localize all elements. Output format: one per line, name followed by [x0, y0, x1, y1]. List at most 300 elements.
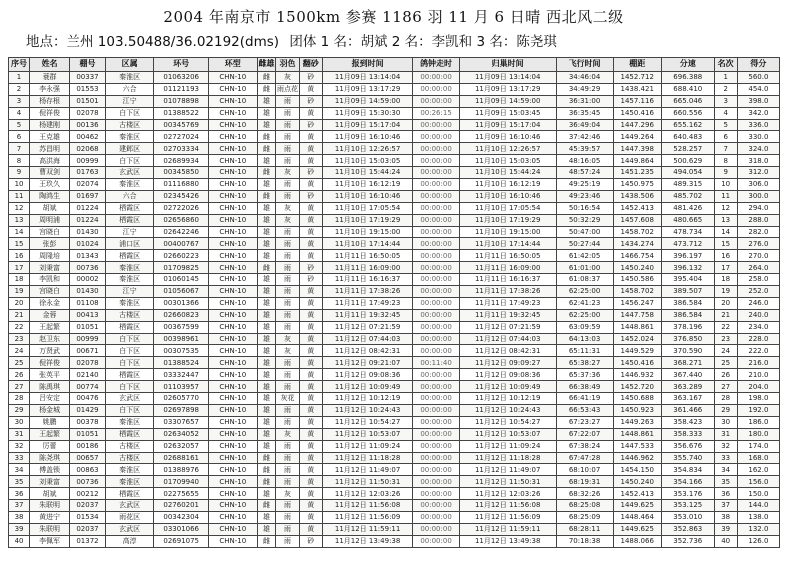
- table-row: [9, 500, 780, 512]
- table-cell: 栖霞区: [105, 369, 153, 381]
- table-cell: 00999: [70, 155, 106, 167]
- table-cell: 9: [714, 167, 737, 179]
- table-cell: CHN-10: [209, 262, 257, 274]
- table-cell: 黄: [299, 131, 322, 143]
- table-cell: 01697: [70, 190, 106, 202]
- table-cell: CHN-10: [209, 179, 257, 191]
- table-row: [9, 119, 780, 131]
- table-cell: 34: [9, 464, 30, 476]
- table-cell: 33: [714, 452, 737, 464]
- table-cell: 144.0: [737, 500, 779, 512]
- table-cell: 395.404: [661, 274, 714, 286]
- table-cell: 1449.625: [613, 523, 661, 535]
- table-cell: 雄: [257, 523, 276, 535]
- table-cell: 378.196: [661, 321, 714, 333]
- table-cell: 02037: [70, 500, 106, 512]
- table-cell: 11月12日 07:21:59: [459, 321, 556, 333]
- table-cell: 2: [9, 83, 30, 95]
- table-row: [9, 238, 780, 250]
- table-cell: 雨: [276, 95, 299, 107]
- table-cell: 36:35:45: [556, 107, 613, 119]
- table-cell: 宫晓白: [30, 226, 70, 238]
- table-cell: 258.0: [737, 274, 779, 286]
- table-cell: 11月12日 09:08:36: [322, 369, 413, 381]
- table-cell: 11月10日 17:19:29: [322, 214, 413, 226]
- table-cell: 江宁: [105, 226, 153, 238]
- table-cell: 秦淮区: [105, 416, 153, 428]
- table-cell: 1449.864: [613, 155, 661, 167]
- table-cell: 27: [9, 381, 30, 393]
- table-cell: 36: [9, 488, 30, 500]
- table-cell: 11月10日 19:15:00: [322, 226, 413, 238]
- table-cell: 11月09日 13:17:29: [322, 83, 413, 95]
- table-cell: 玄武区: [105, 500, 153, 512]
- table-cell: 倪祥俊: [30, 107, 70, 119]
- table-cell: 276.0: [737, 238, 779, 250]
- table-cell: 雨: [276, 190, 299, 202]
- table-row: [9, 357, 780, 369]
- table-cell: 361.466: [661, 404, 714, 416]
- table-cell: 22: [714, 321, 737, 333]
- table-cell: 02078: [70, 107, 106, 119]
- table-cell: 00:00:00: [413, 190, 459, 202]
- table-cell: 黄: [299, 500, 322, 512]
- table-cell: 黄: [299, 238, 322, 250]
- table-cell: 01121193: [154, 83, 209, 95]
- table-cell: 张英平: [30, 369, 70, 381]
- table-cell: 00:00:00: [413, 500, 459, 512]
- table-cell: 02634052: [154, 428, 209, 440]
- table-cell: 00:00:00: [413, 535, 459, 547]
- table-cell: 雨: [276, 262, 299, 274]
- table-row: [9, 404, 780, 416]
- table-cell: 454.0: [737, 83, 779, 95]
- table-cell: 黄: [299, 393, 322, 405]
- table-row: [9, 309, 780, 321]
- table-cell: CHN-10: [209, 214, 257, 226]
- table-cell: 11月11日 16:09:00: [322, 262, 413, 274]
- table-cell: 黄: [299, 488, 322, 500]
- table-cell: 11月11日 17:49:23: [459, 297, 556, 309]
- table-cell: 240.0: [737, 309, 779, 321]
- table-cell: 50:47:00: [556, 226, 613, 238]
- table-cell: 02727024: [154, 131, 209, 143]
- column-header: 鸽钟走时: [413, 58, 459, 72]
- table-cell: 1449.625: [613, 500, 661, 512]
- table-cell: 358.423: [661, 416, 714, 428]
- table-cell: 2: [714, 83, 737, 95]
- table-cell: 12: [714, 202, 737, 214]
- table-cell: 1452.413: [613, 488, 661, 500]
- table-row: [9, 226, 780, 238]
- table-cell: 11月12日 11:49:07: [322, 464, 413, 476]
- table-row: [9, 95, 780, 107]
- table-cell: 00:00:00: [413, 202, 459, 214]
- table-cell: 26: [9, 369, 30, 381]
- table-cell: 11月10日 15:44:24: [459, 167, 556, 179]
- table-cell: 494.054: [661, 167, 714, 179]
- table-cell: 蓑群: [30, 72, 70, 84]
- table-cell: 02642246: [154, 226, 209, 238]
- table-cell: 杨金城: [30, 404, 70, 416]
- table-cell: 480.665: [661, 214, 714, 226]
- table-cell: 01060145: [154, 274, 209, 286]
- table-body: [9, 72, 780, 548]
- table-cell: 34:46:04: [556, 72, 613, 84]
- table-cell: 黄: [299, 381, 322, 393]
- column-header: 棚号: [70, 58, 106, 72]
- table-cell: 00136: [70, 119, 106, 131]
- table-cell: 砂: [299, 119, 322, 131]
- table-cell: 灰: [276, 167, 299, 179]
- table-cell: 25: [714, 357, 737, 369]
- table-cell: 雄: [257, 309, 276, 321]
- table-cell: 11月09日 14:59:00: [459, 95, 556, 107]
- table-row: [9, 107, 780, 119]
- table-cell: 砂: [299, 535, 322, 547]
- table-cell: 02074: [70, 179, 106, 191]
- table-cell: 282.0: [737, 226, 779, 238]
- table-cell: 雌: [257, 452, 276, 464]
- table-cell: 00301366: [154, 297, 209, 309]
- table-cell: 354.166: [661, 476, 714, 488]
- table-cell: CHN-10: [209, 369, 257, 381]
- table-cell: 1451.235: [613, 167, 661, 179]
- table-cell: 15: [9, 238, 30, 250]
- table-row: [9, 83, 780, 95]
- table-cell: 00413: [70, 309, 106, 321]
- table-cell: 01108: [70, 297, 106, 309]
- table-cell: 1438.421: [613, 83, 661, 95]
- table-cell: 灰花: [276, 393, 299, 405]
- column-header: 分速: [661, 58, 714, 72]
- table-row: [9, 155, 780, 167]
- table-cell: 11月12日 11:50:31: [322, 476, 413, 488]
- table-cell: 1450.240: [613, 476, 661, 488]
- table-cell: 62:25:00: [556, 309, 613, 321]
- table-cell: 68:25:08: [556, 500, 613, 512]
- table-cell: 02345426: [154, 190, 209, 202]
- table-cell: 363.289: [661, 381, 714, 393]
- table-cell: CHN-10: [209, 488, 257, 500]
- table-cell: 10: [9, 179, 30, 191]
- table-cell: 黄: [299, 286, 322, 298]
- table-cell: 黄: [299, 523, 322, 535]
- table-cell: 234.0: [737, 321, 779, 333]
- table-cell: 640.483: [661, 131, 714, 143]
- table-cell: 270.0: [737, 250, 779, 262]
- table-cell: 13: [714, 214, 737, 226]
- table-cell: 1448.464: [613, 511, 661, 523]
- table-cell: 368.271: [661, 357, 714, 369]
- table-cell: 39: [714, 523, 737, 535]
- table-cell: 00736: [70, 476, 106, 488]
- table-cell: 11月12日 09:08:36: [459, 369, 556, 381]
- table-cell: 40: [9, 535, 30, 547]
- table-cell: 336.0: [737, 119, 779, 131]
- table-cell: 1457.608: [613, 214, 661, 226]
- table-cell: 4: [714, 107, 737, 119]
- table-cell: 陈禹琪: [30, 381, 70, 393]
- table-cell: 杨建刚: [30, 119, 70, 131]
- table-cell: 02689934: [154, 155, 209, 167]
- table-cell: CHN-10: [209, 428, 257, 440]
- table-cell: 雄: [257, 393, 276, 405]
- table-cell: 古楼区: [105, 452, 153, 464]
- table-cell: 1447.758: [613, 309, 661, 321]
- table-cell: 1: [714, 72, 737, 84]
- table-cell: 11月11日 16:16:37: [322, 274, 413, 286]
- table-cell: 曹双剑: [30, 167, 70, 179]
- table-row: [9, 428, 780, 440]
- table-cell: 126.0: [737, 535, 779, 547]
- table-cell: 11月12日 07:21:59: [322, 321, 413, 333]
- table-cell: 雌: [257, 535, 276, 547]
- table-cell: 1447.398: [613, 143, 661, 155]
- table-cell: 白下区: [105, 333, 153, 345]
- table-cell: 02760201: [154, 500, 209, 512]
- table-row: [9, 345, 780, 357]
- document-subtitle: [26, 30, 563, 50]
- table-cell: 00:00:00: [413, 321, 459, 333]
- table-cell: 02632057: [154, 440, 209, 452]
- table-cell: CHN-10: [209, 83, 257, 95]
- table-cell: 00186: [70, 440, 106, 452]
- table-cell: 00:00:00: [413, 428, 459, 440]
- table-cell: 11月09日 16:10:46: [459, 131, 556, 143]
- column-header: 报到时间: [322, 58, 413, 72]
- table-cell: 黄: [299, 404, 322, 416]
- table-cell: 1450.923: [613, 404, 661, 416]
- table-cell: 00378: [70, 416, 106, 428]
- table-cell: 00:00:00: [413, 72, 459, 84]
- table-cell: 00476: [70, 393, 106, 405]
- table-cell: 朱联明: [30, 500, 70, 512]
- table-cell: 28: [9, 393, 30, 405]
- table-cell: 35: [9, 476, 30, 488]
- table-cell: 雨: [276, 250, 299, 262]
- table-cell: 张彭: [30, 238, 70, 250]
- table-cell: 198.0: [737, 393, 779, 405]
- table-cell: 37: [9, 500, 30, 512]
- table-cell: 江宁: [105, 95, 153, 107]
- table-cell: 02697898: [154, 404, 209, 416]
- table-cell: 132.0: [737, 523, 779, 535]
- table-cell: 11月12日 08:42:31: [322, 345, 413, 357]
- table-cell: 栖霞区: [105, 214, 153, 226]
- table-cell: 雨: [276, 511, 299, 523]
- table-row: [9, 535, 780, 547]
- table-cell: 01103957: [154, 381, 209, 393]
- table-cell: 灰: [276, 345, 299, 357]
- table-cell: 386.584: [661, 309, 714, 321]
- table-cell: 11月10日 15:03:05: [322, 155, 413, 167]
- table-cell: 高淳: [105, 535, 153, 547]
- table-cell: 11月11日 16:50:05: [322, 250, 413, 262]
- table-row: [9, 297, 780, 309]
- table-cell: 00342304: [154, 511, 209, 523]
- table-cell: 180.0: [737, 428, 779, 440]
- table-cell: 20: [9, 297, 30, 309]
- table-cell: 秦淮区: [105, 262, 153, 274]
- table-cell: 222.0: [737, 345, 779, 357]
- table-cell: 353.176: [661, 488, 714, 500]
- table-cell: 陈尧琪: [30, 452, 70, 464]
- table-cell: 481.426: [661, 202, 714, 214]
- table-cell: 26: [714, 369, 737, 381]
- table-cell: 雨: [276, 309, 299, 321]
- table-cell: 01116880: [154, 179, 209, 191]
- table-row: [9, 262, 780, 274]
- table-cell: 11月12日 07:44:03: [322, 333, 413, 345]
- table-cell: 万贤武: [30, 345, 70, 357]
- table-cell: 204.0: [737, 381, 779, 393]
- column-header: 环型: [209, 58, 257, 72]
- table-cell: 7: [714, 143, 737, 155]
- table-cell: 30: [9, 416, 30, 428]
- table-cell: 67:22:07: [556, 428, 613, 440]
- table-cell: 02605770: [154, 393, 209, 405]
- table-cell: 02722026: [154, 202, 209, 214]
- table-cell: 李永强: [30, 83, 70, 95]
- table-cell: 398.0: [737, 95, 779, 107]
- table-cell: 354.834: [661, 464, 714, 476]
- table-cell: 489.315: [661, 179, 714, 191]
- table-cell: 306.0: [737, 179, 779, 191]
- table-cell: 11月12日 10:53:07: [459, 428, 556, 440]
- table-cell: 376.850: [661, 333, 714, 345]
- table-cell: 白下区: [105, 381, 153, 393]
- table-cell: 67:23:27: [556, 416, 613, 428]
- table-cell: 00:00:00: [413, 155, 459, 167]
- table-cell: 63:09:59: [556, 321, 613, 333]
- table-cell: 秦淮区: [105, 476, 153, 488]
- table-cell: 11月12日 11:59:11: [459, 523, 556, 535]
- table-cell: 65:37:36: [556, 369, 613, 381]
- table-cell: 11月12日 13:49:38: [322, 535, 413, 547]
- table-cell: 29: [9, 404, 30, 416]
- table-cell: 294.0: [737, 202, 779, 214]
- table-cell: 00:00:00: [413, 238, 459, 250]
- column-header: 得分: [737, 58, 779, 72]
- table-cell: CHN-10: [209, 333, 257, 345]
- table-row: [9, 488, 780, 500]
- table-cell: 246.0: [737, 297, 779, 309]
- table-cell: 50:16:54: [556, 202, 613, 214]
- table-cell: 39: [9, 523, 30, 535]
- table-cell: CHN-10: [209, 321, 257, 333]
- table-cell: 11月12日 11:50:31: [459, 476, 556, 488]
- table-cell: 00:00:00: [413, 167, 459, 179]
- table-cell: 雌: [257, 464, 276, 476]
- table-cell: 02140: [70, 369, 106, 381]
- table-cell: 29: [714, 404, 737, 416]
- table-cell: 雄: [257, 404, 276, 416]
- table-cell: 11月12日 11:09:24: [322, 440, 413, 452]
- table-cell: 黄: [299, 440, 322, 452]
- table-cell: 雄: [257, 416, 276, 428]
- table-cell: 00:00:00: [413, 488, 459, 500]
- table-cell: 00345850: [154, 167, 209, 179]
- table-cell: 雄: [257, 440, 276, 452]
- table-cell: 11月12日 11:59:11: [322, 523, 413, 535]
- table-cell: 560.0: [737, 72, 779, 84]
- table-cell: 11月12日 12:03:26: [322, 488, 413, 500]
- table-cell: 黄: [299, 107, 322, 119]
- table-row: [9, 167, 780, 179]
- table-cell: 雌: [257, 131, 276, 143]
- table-cell: 11月09日 15:30:30: [322, 107, 413, 119]
- table-row: [9, 416, 780, 428]
- table-cell: 00400767: [154, 238, 209, 250]
- table-cell: 61:01:00: [556, 262, 613, 274]
- table-cell: 雌: [257, 190, 276, 202]
- table-cell: 王起繁: [30, 321, 70, 333]
- table-cell: 雨: [276, 416, 299, 428]
- table-cell: 01429: [70, 404, 106, 416]
- table-cell: 11月09日 14:59:00: [322, 95, 413, 107]
- table-cell: 玄武区: [105, 523, 153, 535]
- table-cell: 355.740: [661, 452, 714, 464]
- table-cell: 01063206: [154, 72, 209, 84]
- table-row: [9, 464, 780, 476]
- table-cell: 雄: [257, 369, 276, 381]
- table-cell: 02660223: [154, 250, 209, 262]
- table-cell: 7: [9, 143, 30, 155]
- table-cell: 62:25:00: [556, 286, 613, 298]
- column-header: 雌雄: [257, 58, 276, 72]
- table-cell: 36:31:00: [556, 95, 613, 107]
- table-cell: 9: [9, 167, 30, 179]
- table-cell: 1466.754: [613, 250, 661, 262]
- table-cell: 65:38:27: [556, 357, 613, 369]
- table-cell: 白下区: [105, 404, 153, 416]
- table-cell: 228.0: [737, 333, 779, 345]
- table-cell: CHN-10: [209, 238, 257, 250]
- table-cell: 50:32:29: [556, 214, 613, 226]
- table-cell: 14: [9, 226, 30, 238]
- table-cell: 665.046: [661, 95, 714, 107]
- table-cell: 352.736: [661, 535, 714, 547]
- table-cell: 11月12日 10:54:27: [459, 416, 556, 428]
- table-cell: 雄: [257, 250, 276, 262]
- table-cell: 1449.263: [613, 416, 661, 428]
- table-row: [9, 381, 780, 393]
- table-cell: 1434.274: [613, 238, 661, 250]
- table-cell: 黄: [299, 511, 322, 523]
- table-cell: 00:00:00: [413, 179, 459, 191]
- table-cell: 358.333: [661, 428, 714, 440]
- table-cell: 杨存根: [30, 95, 70, 107]
- table-cell: 00345769: [154, 119, 209, 131]
- table-cell: 雨: [276, 381, 299, 393]
- table-cell: 雨: [276, 357, 299, 369]
- table-row: [9, 250, 780, 262]
- table-cell: 11月11日 17:38:26: [459, 286, 556, 298]
- table-cell: 1452.413: [613, 202, 661, 214]
- column-header: 归巢时间: [459, 58, 556, 72]
- table-cell: 356.676: [661, 440, 714, 452]
- table-cell: CHN-10: [209, 250, 257, 262]
- table-cell: 168.0: [737, 452, 779, 464]
- table-cell: 16: [714, 250, 737, 262]
- table-cell: CHN-10: [209, 476, 257, 488]
- table-cell: 陶鸿生: [30, 190, 70, 202]
- table-cell: 雨: [276, 143, 299, 155]
- table-cell: 11月12日 08:42:31: [459, 345, 556, 357]
- team-ranking: 团体 1 名：胡斌 2 名：李凯和 3 名：陈尧琪: [289, 34, 557, 50]
- table-cell: 雄: [257, 286, 276, 298]
